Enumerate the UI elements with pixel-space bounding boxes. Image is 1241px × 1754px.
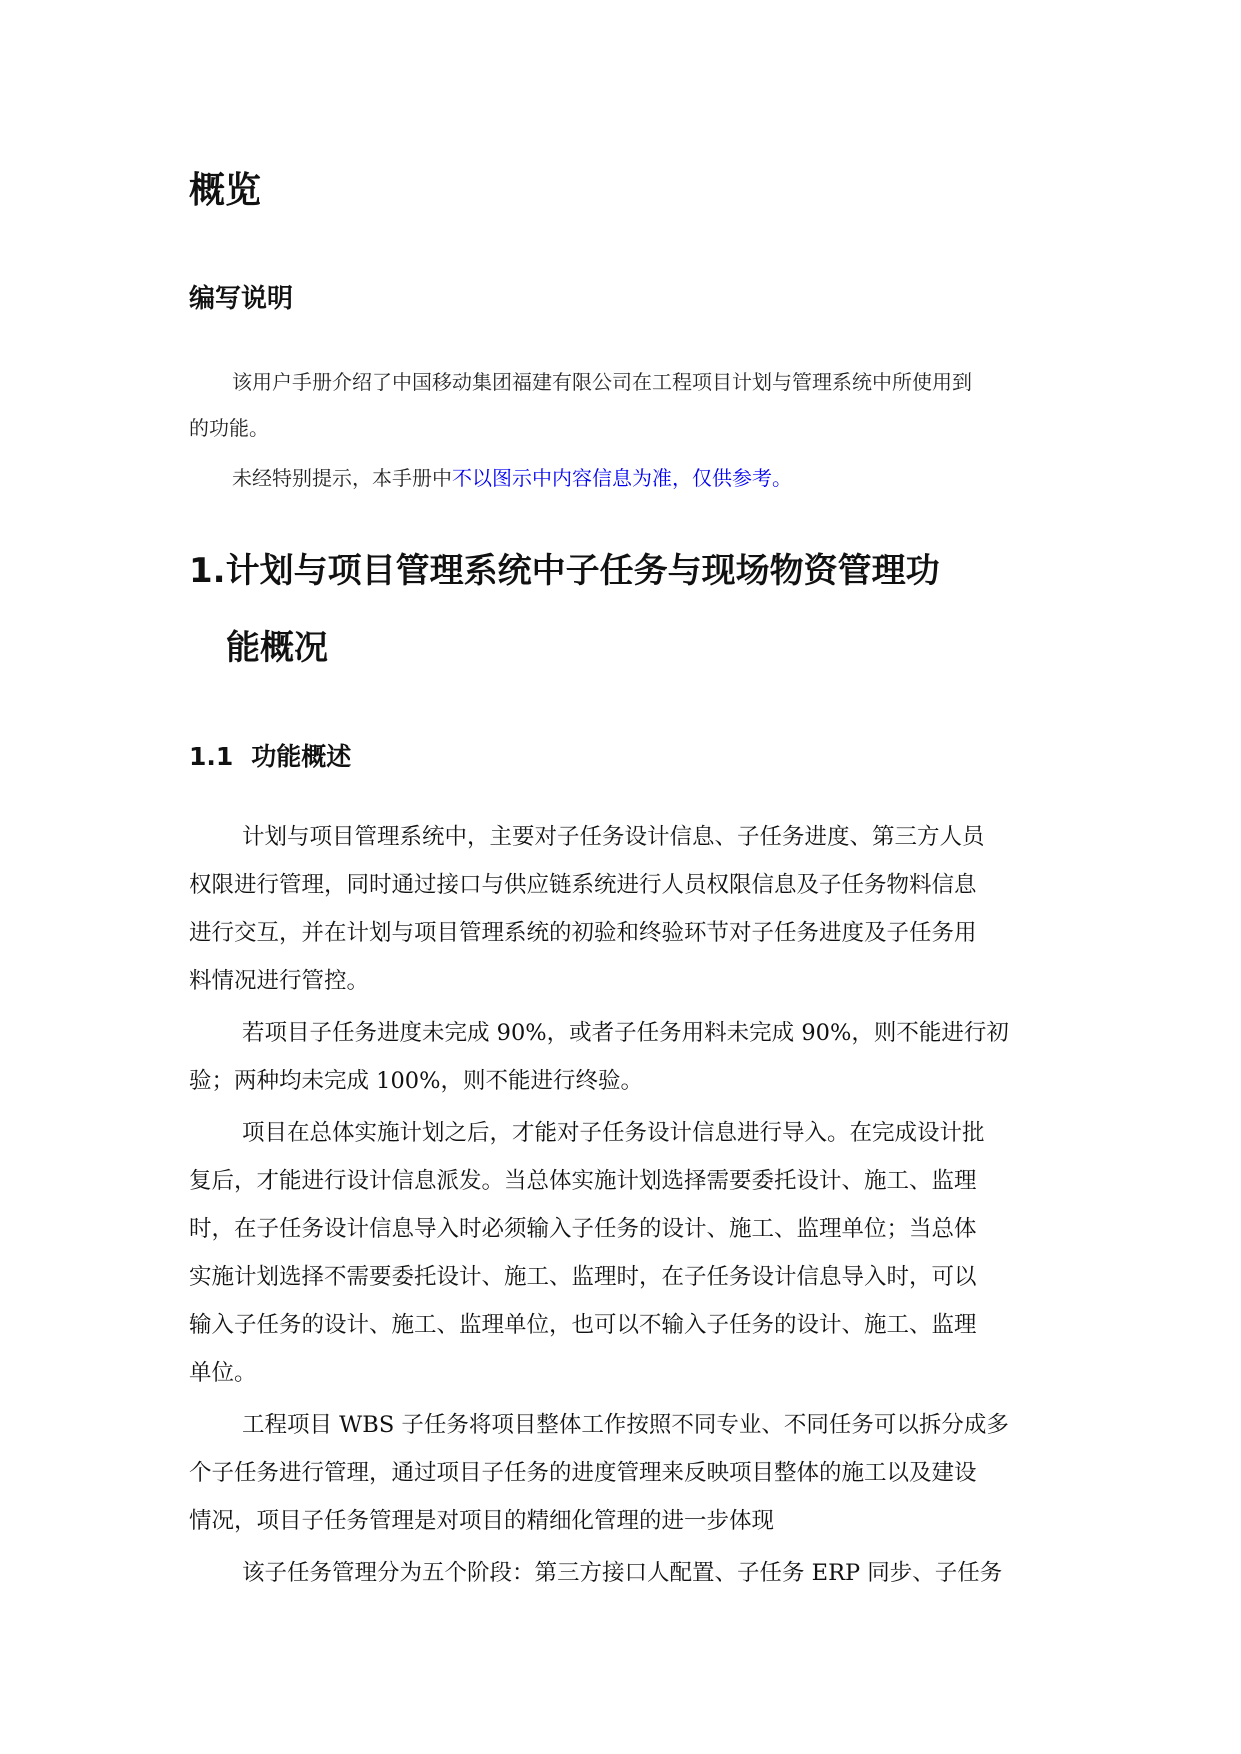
body-line-1: 计划与项目管理系统中，主要对子任务设计信息、子任务进度、第三方人员 xyxy=(242,824,985,850)
writing-notes-heading: 编写说明 xyxy=(189,284,294,314)
body-line-13: 工程项目 WBS 子任务将项目整体工作按照不同专业、不同任务可以拆分成多 xyxy=(242,1412,1009,1438)
body-line-9: 时，在子任务设计信息导入时必须输入子任务的设计、施工、监理单位；当总体 xyxy=(189,1216,977,1242)
body-line-10: 实施计划选择不需要委托设计、施工、监理时，在子任务设计信息导入时，可以 xyxy=(189,1264,977,1290)
chapter-heading-line-1 xyxy=(189,543,940,599)
intro-line-3 xyxy=(232,458,792,498)
body-line-6: 验；两种均未完成 100%，则不能进行终验。 xyxy=(189,1068,643,1094)
chapter-title-part-1: 计划与项目管理系统中子任务与现场物资管理功 xyxy=(225,551,940,591)
body-line-4: 料情况进行管控。 xyxy=(189,968,370,994)
chapter-heading-line-2: 能概况 xyxy=(226,628,328,668)
intro-disclaimer-highlight: 不以图示中内容信息为准，仅供参考。 xyxy=(452,466,792,490)
overview-heading: 概览 xyxy=(189,170,262,211)
body-line-14: 个子任务进行管理，通过项目子任务的进度管理来反映项目整体的施工以及建设 xyxy=(189,1460,977,1486)
section-title: 功能概述 xyxy=(251,742,352,771)
section-heading xyxy=(189,737,351,777)
body-line-16: 该子任务管理分为五个阶段：第三方接口人配置、子任务 ERP 同步、子任务 xyxy=(242,1560,1003,1586)
body-line-3: 进行交互，并在计划与项目管理系统的初验和终验环节对子任务进度及子任务用 xyxy=(189,920,977,946)
body-line-7: 项目在总体实施计划之后，才能对子任务设计信息进行导入。在完成设计批 xyxy=(242,1120,985,1146)
intro-line-2: 的功能。 xyxy=(189,416,269,440)
body-line-8: 复后，才能进行设计信息派发。当总体实施计划选择需要委托设计、施工、监理 xyxy=(189,1168,977,1194)
chapter-number: 1. xyxy=(189,551,226,591)
body-line-2: 权限进行管理，同时通过接口与供应链系统进行人员权限信息及子任务物料信息 xyxy=(189,872,977,898)
body-line-15: 情况，项目子任务管理是对项目的精细化管理的进一步体现 xyxy=(189,1508,775,1534)
body-line-5: 若项目子任务进度未完成 90%，或者子任务用料未完成 90%，则不能进行初 xyxy=(242,1020,1009,1046)
intro-note-text: 未经特别提示，本手册中 xyxy=(232,466,452,490)
body-line-11: 输入子任务的设计、施工、监理单位，也可以不输入子任务的设计、施工、监理 xyxy=(189,1312,977,1338)
body-line-12: 单位。 xyxy=(189,1360,257,1386)
section-number: 1.1 xyxy=(189,742,234,771)
intro-line-1: 该用户手册介绍了中国移动集团福建有限公司在工程项目计划与管理系统中所使用到 xyxy=(232,370,972,394)
